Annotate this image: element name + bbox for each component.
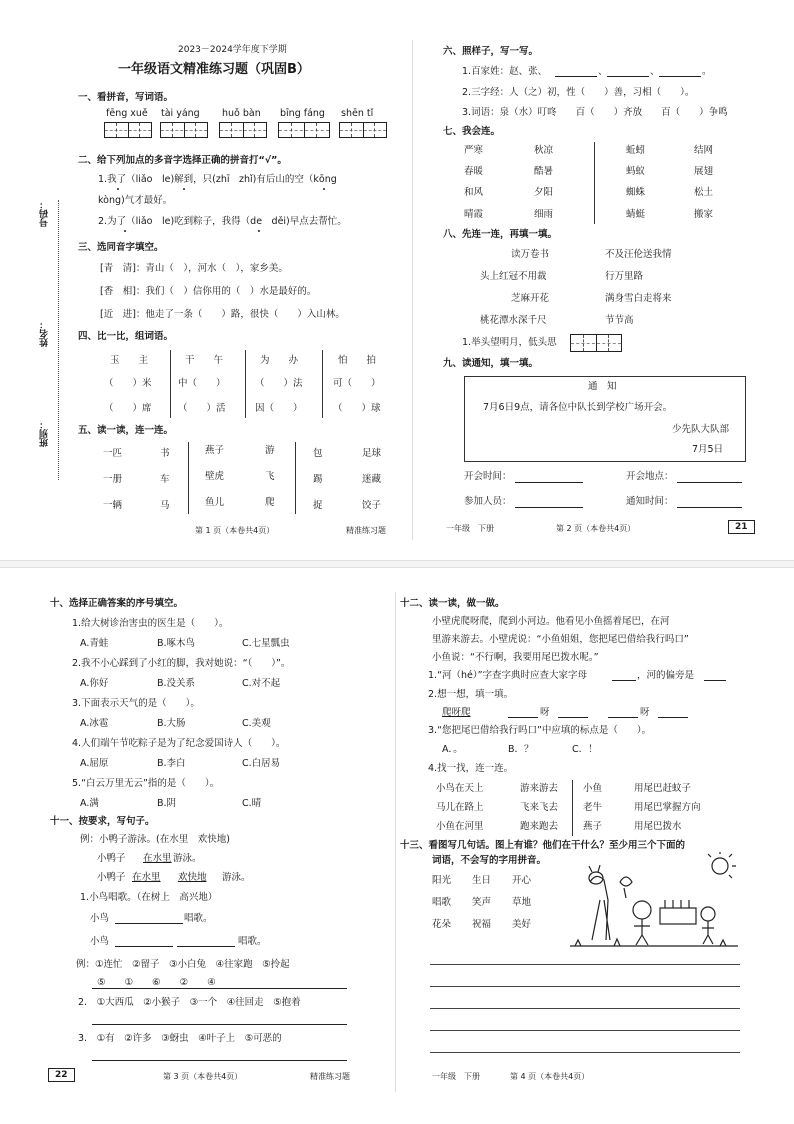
s10-q3-c: C.美观 xyxy=(242,718,271,729)
s10-q2-b: B.没关系 xyxy=(157,678,196,689)
emphasis-dot xyxy=(183,188,185,190)
notice-body: 7月6日9点，请各位中队长到学校广场开会。 xyxy=(483,402,673,413)
s7-c2-2: 酷暑 xyxy=(534,166,554,177)
s7-c4-2: 展翅 xyxy=(694,166,714,177)
s3-line1: [青 清]：青山（ ），河水（ ），家乡美。 xyxy=(100,263,288,274)
s10-q1-b: B.啄木鸟 xyxy=(157,638,196,649)
pinyin-3: huǒ bàn xyxy=(222,108,261,119)
s13-word-8: 祝福 xyxy=(472,919,492,930)
s6-heading: 六、照样子，写一写。 xyxy=(443,46,539,57)
s5-c1-2: 一册 xyxy=(103,474,123,485)
s11-example2: 例：①连忙 ②留子 ③小白兔 ④往家跑 ⑤拎起 xyxy=(76,959,290,970)
s13-word-9: 美好 xyxy=(512,919,532,930)
writing-box-5[interactable] xyxy=(339,122,387,138)
s12-l3: 小鱼在河里 xyxy=(436,821,484,832)
s7-c2-4: 细雨 xyxy=(534,209,554,220)
emphasis-dot xyxy=(124,230,126,232)
s12-q3-b: B．？ xyxy=(508,744,534,755)
s5-c2-3: 马 xyxy=(160,500,170,511)
s10-q3: 3.下面表示天气的是（ ）。 xyxy=(72,698,200,709)
meeting-time-blank[interactable] xyxy=(515,482,583,483)
s4-r1-2: 中（ ） xyxy=(178,378,226,389)
s2-line1: 1.我了（liǎo le)解到，只(zhī zhǐ)有后山的空（kōng xyxy=(98,174,337,185)
divider xyxy=(594,142,595,224)
notice-time-blank[interactable] xyxy=(677,507,742,508)
s10-q1-c: C.七星瓢虫 xyxy=(242,638,290,649)
s7-c3-2: 蚂蚁 xyxy=(626,166,646,177)
s6-line2: 2.三字经：人（之）初，性（ ）善，习相（ ）。 xyxy=(462,87,695,98)
s12-q2-blank-1[interactable] xyxy=(508,717,538,718)
s8-heading: 八、先连一连，再填一填。 xyxy=(443,229,558,240)
s8-right-1: 不及汪伦送我情 xyxy=(605,249,672,260)
notice-sign: 少先队大队部 xyxy=(672,424,730,435)
s4-r2-4: （ ）球 xyxy=(333,403,381,414)
s8-right-3: 满身雪白走将来 xyxy=(605,293,672,304)
s12-l1: 小鸟在天上 xyxy=(436,783,484,794)
pinyin-5: shēn tǐ xyxy=(341,108,374,119)
writing-line-1[interactable] xyxy=(430,964,740,965)
period-glyph: 。 xyxy=(702,66,712,77)
s12-para1: 小壁虎爬呀爬，爬到小河边。他看见小鱼摇着尾巴，在河 xyxy=(432,616,670,627)
s5-c1-3: 一辆 xyxy=(103,500,123,511)
s3-heading: 三、选同音字填空。 xyxy=(78,242,164,253)
s6-line3: 3.词语：泉（水）叮咚 百（ ）齐放 百（ ）争鸣 xyxy=(462,107,728,118)
s12-para3: 小鱼说：“不行啊，我要用尾巴拨水呢。” xyxy=(432,652,599,663)
s11-q1: 1.小鸟唱歌。（在树上 高兴地） xyxy=(80,892,218,903)
fold-line xyxy=(412,40,413,540)
s2-line1b: kòng)气才最好。 xyxy=(98,195,173,206)
birthday-party-illustration xyxy=(570,852,738,948)
pinyin-4: bīng fáng xyxy=(280,108,325,119)
s10-q2-a: A.你好 xyxy=(80,678,109,689)
s10-q4: 4.人们端午节吃粽子是为了纪念爱国诗人（ ）。 xyxy=(72,738,286,749)
s12-m3: 跑来跑去 xyxy=(520,821,559,832)
s12-q2-blank-4[interactable] xyxy=(658,717,688,718)
top-sheet xyxy=(0,0,794,552)
s2-heading: 二、给下列加点的多音字选择正确的拼音打“√”。 xyxy=(78,155,287,166)
s5-c3-2: 壁虎 xyxy=(205,471,225,482)
s13-heading: 十三、看图写几句话。图上有谁？他们在干什么？至少用三个下面的 xyxy=(400,840,686,851)
pinyin-1: fēng xuě xyxy=(106,108,148,119)
school-year: 2023－2024学年度下学期 xyxy=(178,45,287,55)
s12-r3: 用尾巴拨水 xyxy=(634,821,682,832)
s5-c3-3: 鱼儿 xyxy=(205,497,225,508)
emphasis-dot xyxy=(117,188,119,190)
writing-line-2[interactable] xyxy=(430,986,740,987)
s4-r1-4: 可（ ） xyxy=(333,378,381,389)
s6-blank-1[interactable] xyxy=(555,76,597,77)
s12-q2a: 爬呀爬 xyxy=(442,707,471,718)
meeting-place-blank[interactable] xyxy=(677,482,742,483)
s12-q2-blank-3[interactable] xyxy=(608,717,638,718)
s11-e1a: 小鸭子 xyxy=(97,853,126,864)
s10-q3-a: A.冰雹 xyxy=(80,718,109,729)
s13-heading2: 词语，不会写的字用拼音。 xyxy=(432,855,547,866)
s5-c4-3: 爬 xyxy=(265,497,275,508)
page3-number: 第 3 页（本卷共4页） xyxy=(163,1072,243,1081)
s12-q2-blank-2[interactable] xyxy=(558,717,588,718)
s13-word-6: 草地 xyxy=(512,897,532,908)
writing-box-1[interactable] xyxy=(104,122,152,138)
s7-c3-4: 蜻蜓 xyxy=(626,209,646,220)
s11-e2c: 欢快地 xyxy=(178,872,207,883)
side-name-label: 姓名： xyxy=(40,320,50,347)
s4-r2-1: （ ）席 xyxy=(104,403,152,414)
s7-c1-4: 晴霞 xyxy=(464,209,484,220)
page4-number: 第 4 页（本卷共4页） xyxy=(510,1072,590,1081)
s12-n2: 老牛 xyxy=(583,802,603,813)
s12-q3-c: C．！ xyxy=(572,744,598,755)
page2-badge: 21 xyxy=(728,520,755,534)
s12-q2b: 呀 xyxy=(540,707,550,718)
s8-right-2: 行万里路 xyxy=(605,271,644,282)
page1-number: 第 1 页（本卷共4页） xyxy=(195,526,275,535)
field-notice-time: 通知时间： xyxy=(626,496,674,507)
s11-q1-blank-2[interactable] xyxy=(115,946,173,947)
s13-word-4: 唱歌 xyxy=(432,897,452,908)
s11-q1d: 唱歌。 xyxy=(238,936,267,947)
s10-q4-c: C.白居易 xyxy=(242,758,281,769)
s8-left-1: 读万卷书 xyxy=(511,249,550,260)
s11-e2b: 在水里 xyxy=(132,872,161,883)
emphasis-dot xyxy=(258,230,260,232)
field-attendees: 参加人员： xyxy=(464,496,512,507)
page4-grade: 一年级 下册 xyxy=(432,1072,480,1081)
s10-q1: 1.给大树诊治害虫的医生是（ ）。 xyxy=(72,618,229,629)
s5-c4-1: 游 xyxy=(265,445,275,456)
writing-box-2[interactable] xyxy=(160,122,208,138)
divider xyxy=(322,350,323,418)
writing-line-3[interactable] xyxy=(430,1008,740,1009)
s7-c3-3: 蜘蛛 xyxy=(626,187,646,198)
fold-line xyxy=(395,592,396,1092)
s10-q2: 2.我不小心踩到了小红的脚，我对她说：“（ ）”。 xyxy=(72,658,291,669)
s13-word-3: 开心 xyxy=(512,875,532,886)
divider xyxy=(188,442,189,514)
s12-q1-blank-2[interactable] xyxy=(704,680,726,681)
s11-q1-blank-3[interactable] xyxy=(177,946,235,947)
s12-m2: 飞来飞去 xyxy=(520,802,559,813)
s7-c2-1: 秋凉 xyxy=(534,145,554,156)
s11-q1a: 小鸟 xyxy=(90,913,110,924)
s8-right-4: 节节高 xyxy=(605,315,634,326)
notice-title: 通 知 xyxy=(588,381,617,392)
s5-c6-3: 饺子 xyxy=(362,500,382,511)
s8-left-2: 头上红冠不用裁 xyxy=(480,271,547,282)
s3-line3: [近 进]：他走了一条（ ）路，很快（ ）入山林。 xyxy=(100,309,345,320)
s10-q5-c: C.晴 xyxy=(242,798,262,809)
s5-c2-2: 车 xyxy=(160,474,170,485)
s12-q1: 1.“河（hé）”字查字典时应查大家字母 xyxy=(428,670,588,681)
binding-line xyxy=(58,200,59,480)
s10-q5-b: B.阴 xyxy=(157,798,177,809)
s11-e2a: 小鸭子 xyxy=(97,872,126,883)
s11-e2d: 游泳。 xyxy=(222,872,251,883)
s7-c4-1: 结网 xyxy=(694,145,714,156)
s11-q1c: 小鸟 xyxy=(90,936,110,947)
sheet-separator xyxy=(0,560,794,568)
s10-q3-b: B.大肠 xyxy=(157,718,186,729)
s7-c4-3: 松土 xyxy=(694,187,714,198)
s11-ex2-answer xyxy=(92,988,347,989)
s8-writing-box[interactable] xyxy=(570,334,622,352)
s12-q1b: ，河的偏旁是 xyxy=(637,670,695,681)
s10-q1-a: A.青蛙 xyxy=(80,638,109,649)
writing-line-5[interactable] xyxy=(430,1052,740,1053)
s12-n3: 燕子 xyxy=(583,821,603,832)
divider xyxy=(170,350,171,418)
s12-m1: 游来游去 xyxy=(520,783,559,794)
s12-q2c: 呀 xyxy=(640,707,650,718)
writing-line-4[interactable] xyxy=(430,1030,740,1031)
emphasis-dot xyxy=(323,188,325,190)
s8-line1: 1.举头望明月，低头思 xyxy=(462,337,557,348)
s4-heading: 四、比一比，组词语。 xyxy=(78,331,174,342)
s13-word-1: 阳光 xyxy=(432,875,452,886)
s5-c3-1: 燕子 xyxy=(205,445,225,456)
s7-c1-3: 和风 xyxy=(464,187,484,198)
s5-c1-1: 一匹 xyxy=(103,448,123,459)
writing-box-4[interactable] xyxy=(278,122,330,138)
s4-r2-3: 因（ ） xyxy=(255,403,303,414)
s6-blank-3[interactable] xyxy=(659,76,701,77)
page-title: 一年级语文精准练习题（巩固B） xyxy=(118,62,310,77)
s12-n1: 小鱼 xyxy=(583,783,603,794)
writing-box-3[interactable] xyxy=(219,122,267,138)
s12-q1-blank-1[interactable] xyxy=(612,680,636,681)
s13-word-7: 花朵 xyxy=(432,919,452,930)
s5-heading: 五、读一读，连一连。 xyxy=(78,425,174,436)
s7-c2-3: 夕阳 xyxy=(534,187,554,198)
page3-brand: 精准练习题 xyxy=(310,1072,350,1081)
page2-grade: 一年级 下册 xyxy=(446,524,494,533)
s6-line1: 1.百家姓：赵、张、 xyxy=(462,66,548,77)
s11-e1b: 在水里 xyxy=(143,853,172,864)
s5-c5-2: 踢 xyxy=(313,474,323,485)
s4-head-2: 干 午 xyxy=(185,355,224,366)
s5-c5-3: 捉 xyxy=(313,500,323,511)
s5-c6-2: 迷藏 xyxy=(362,474,382,485)
comma-glyph: 、 xyxy=(650,66,660,77)
s5-c2-1: 书 xyxy=(160,448,170,459)
s11-heading: 十一、按要求，写句子。 xyxy=(50,816,155,827)
s6-blank-2[interactable] xyxy=(607,76,649,77)
bottom-sheet xyxy=(0,572,794,1124)
s4-head-3: 为 办 xyxy=(260,355,299,366)
s11-q3-blank[interactable] xyxy=(92,1060,347,1061)
divider xyxy=(295,442,296,514)
page2-number: 第 2 页（本卷共4页） xyxy=(556,524,636,533)
s8-left-4: 桃花潭水深千尺 xyxy=(480,315,547,326)
side-number-label: 号码： xyxy=(40,200,50,227)
divider xyxy=(572,780,573,836)
page1-brand: 精准练习题 xyxy=(346,526,386,535)
s5-c6-1: 足球 xyxy=(362,448,382,459)
s11-q1b: 唱歌。 xyxy=(184,913,213,924)
s11-q1-blank-1[interactable] xyxy=(115,923,183,924)
s11-e1c: 游泳。 xyxy=(173,853,202,864)
pinyin-2: tài yáng xyxy=(161,108,200,119)
s10-q4-a: A.屈原 xyxy=(80,758,109,769)
s10-q2-c: C.对不起 xyxy=(242,678,281,689)
s8-left-3: 芝麻开花 xyxy=(511,293,550,304)
s5-c5-1: 包 xyxy=(313,448,323,459)
s9-heading: 九、读通知，填一填。 xyxy=(443,358,539,369)
s12-q4: 4.找一找，连一连。 xyxy=(428,763,514,774)
field-meeting-place: 开会地点： xyxy=(626,471,674,482)
divider xyxy=(245,350,246,418)
s11-q2-blank[interactable] xyxy=(92,1024,347,1025)
s5-c4-2: 飞 xyxy=(265,471,275,482)
s3-line2: [香 相]：我们（ ）信你用的（ ）水是最好的。 xyxy=(100,286,317,297)
s7-c1-1: 严寒 xyxy=(464,145,484,156)
s4-r1-3: （ ）法 xyxy=(255,378,303,389)
s4-r2-2: （ ）活 xyxy=(178,403,226,414)
notice-date: 7月5日 xyxy=(692,444,724,455)
s11-example2-order: ⑤ ① ⑥ ② ④ xyxy=(97,977,216,988)
s11-q3: 3. ①有 ②许多 ③蚜虫 ④叶子上 ⑤可恶的 xyxy=(78,1033,282,1044)
s12-r2: 用尾巴掌握方向 xyxy=(634,802,701,813)
comma-glyph: 、 xyxy=(598,66,608,77)
s12-r1: 用尾巴赶蚊子 xyxy=(634,783,692,794)
s1-heading: 一、看拼音，写词语。 xyxy=(78,92,174,103)
s11-example: 例：小鸭子游泳。(在水里 欢快地) xyxy=(80,834,230,845)
s4-head-1: 玉 主 xyxy=(110,355,149,366)
field-meeting-time: 开会时间： xyxy=(464,471,512,482)
s7-c4-4: 搬家 xyxy=(694,209,714,220)
s12-q3-a: A．。 xyxy=(442,744,463,755)
s7-c3-1: 蚯蚓 xyxy=(626,145,646,156)
s10-heading: 十、选择正确答案的序号填空。 xyxy=(50,598,184,609)
s12-q2: 2.想一想，填一填。 xyxy=(428,689,514,700)
s7-c1-2: 春暖 xyxy=(464,166,484,177)
s13-word-5: 笑声 xyxy=(472,897,492,908)
s4-r1-1: （ ）米 xyxy=(104,378,152,389)
side-class-label: 班别： xyxy=(40,420,50,447)
s12-l2: 马儿在路上 xyxy=(436,802,484,813)
s12-q3: 3.“您把尾巴借给我行吗口”中应填的标点是（ ）。 xyxy=(428,725,652,736)
s12-heading: 十二、读一读，做一做。 xyxy=(400,598,505,609)
s13-word-2: 生日 xyxy=(472,875,492,886)
s12-para2: 里游来游去。小壁虎说：“小鱼姐姐，您把尾巴借给我行吗口” xyxy=(432,634,689,645)
s10-q5-a: A.满 xyxy=(80,798,99,809)
s2-line2: 2.为了（liǎo le)吃到粽子，我得（de děi)早点去帮忙。 xyxy=(98,216,347,227)
attendees-blank[interactable] xyxy=(515,507,583,508)
s7-heading: 七、我会连。 xyxy=(443,126,501,137)
s10-q4-b: B.李白 xyxy=(157,758,186,769)
page3-badge: 22 xyxy=(48,1068,75,1082)
s11-q2: 2. ①大西瓜 ②小猴子 ③一个 ④往回走 ⑤抱着 xyxy=(78,997,301,1008)
s4-head-4: 怕 拍 xyxy=(338,355,377,366)
s10-q5: 5.“白云万里无云”指的是（ ）。 xyxy=(72,778,220,789)
